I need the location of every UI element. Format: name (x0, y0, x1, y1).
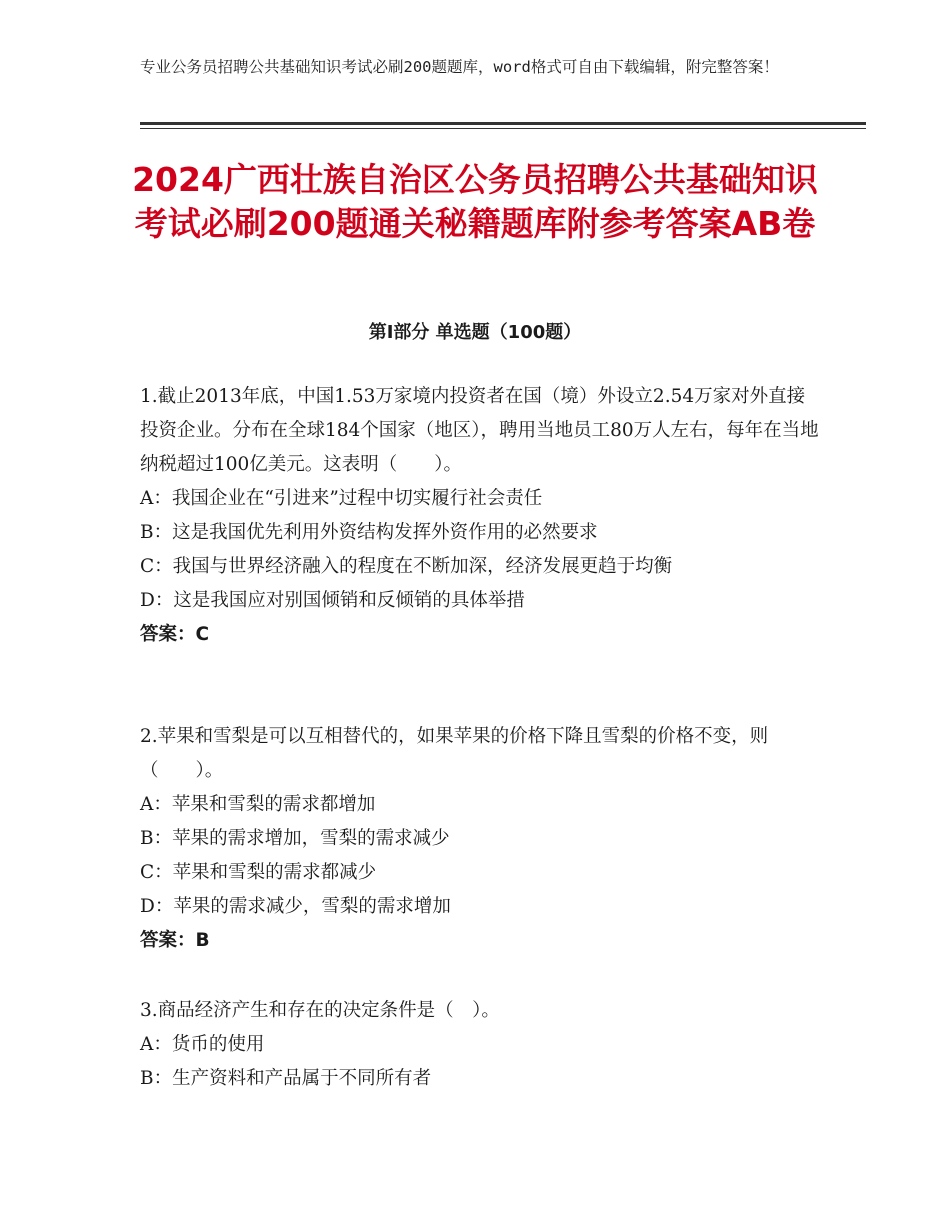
document-title: 2024广西壮族自治区公务员招聘公共基础知识考试必刷200题通关秘籍题库附参考答案AB卷 (132, 160, 818, 243)
question-2 (140, 720, 820, 958)
question-stem: 3.商品经济产生和存在的决定条件是（ ）。 (140, 1000, 500, 1021)
header-note: 专业公务员招聘公共基础知识考试必刷200题题库，word格式可自由下载编辑，附完整答案！ (140, 58, 779, 76)
option-a: A：我国企业在“引进来”过程中切实履行社会责任 (140, 488, 543, 509)
option-b: B：生产资料和产品属于不同所有者 (140, 1068, 432, 1089)
option-c: C：我国与世界经济融入的程度在不断加深，经济发展更趋于均衡 (140, 556, 673, 577)
answer: 答案：C (140, 624, 210, 645)
option-b: B：这是我国优先利用外资结构发挥外资作用的必然要求 (140, 522, 598, 543)
answer: 答案：B (140, 930, 210, 951)
option-a: A：苹果和雪梨的需求都增加 (140, 794, 376, 815)
header-divider (140, 122, 866, 125)
option-b: B：苹果的需求增加，雪梨的需求减少 (140, 828, 450, 849)
header-divider-thin (140, 128, 866, 129)
option-c: C：苹果和雪梨的需求都减少 (140, 862, 377, 883)
section-heading: 第Ⅰ部分 单选题（100题） (368, 322, 582, 343)
question-stem: 2.苹果和雪梨是可以互相替代的，如果苹果的价格下降且雪梨的价格不变，则（ ）。 (140, 726, 769, 781)
question-1 (140, 380, 820, 652)
question-3 (140, 994, 820, 1096)
option-d: D：苹果的需求减少，雪梨的需求增加 (140, 896, 451, 917)
option-a: A：货币的使用 (140, 1034, 265, 1055)
question-stem: 1.截止2013年底，中国1.53万家境内投资者在国（境）外设立2.54万家对外直接投资企业。分布在全球184个国家（地区），聘用当地员工80万人左右，每年在当地纳税超过100亿美元。这表明（ ）。 (140, 386, 819, 475)
option-d: D：这是我国应对别国倾销和反倾销的具体举措 (140, 590, 525, 611)
